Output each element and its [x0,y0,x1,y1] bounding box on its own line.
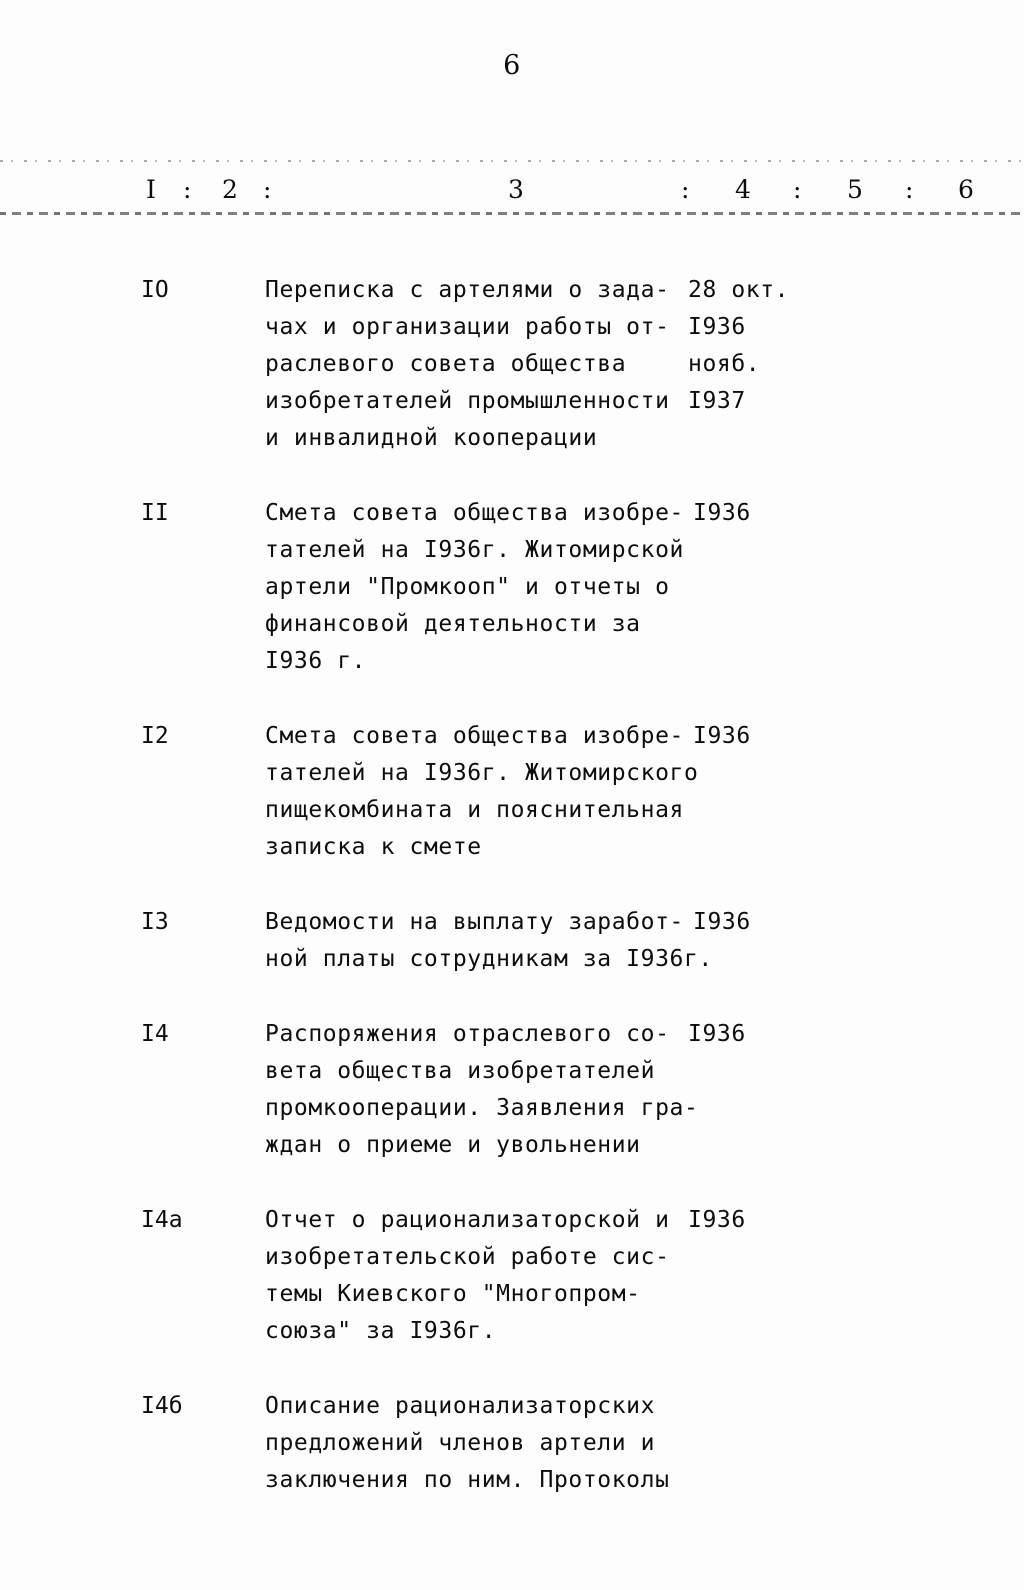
entry-title-text: тателей на I936г. Житомирской [265,537,684,563]
entry-text-line [265,383,965,420]
entry-title-text: ждан о приеме и увольнении [265,1132,641,1158]
entry-text-line [265,904,965,941]
entry-body [265,1202,965,1350]
entry-title-text: Переписка с артелями о зада- [265,277,670,303]
entry-text-line [265,1053,965,1090]
entry-title-text: Отчет о рационализаторской и [265,1207,670,1233]
entry-date-value: I936 [693,723,751,749]
entry-title-text: Ведомости на выплату заработ- [265,909,684,935]
entry-text-line [265,532,965,569]
column-header-6: 6 [958,175,974,204]
column-header-3: 3 [508,175,524,204]
entry-number: I4а [141,1207,183,1233]
inventory-entry [0,495,1024,680]
entry-text-line [265,755,965,792]
entry-text-line [265,309,965,346]
column-header-2: 2 [222,175,238,204]
entry-title-text: раслевого совета общества [265,351,627,377]
entry-text-line [265,1276,965,1313]
entry-body [265,495,965,680]
entry-text-line [265,1202,965,1239]
entry-text-line [265,1462,965,1499]
entry-number: I4 [141,1021,169,1047]
entry-title-text: промкооперации. Заявления гра- [265,1095,699,1121]
entry-title-text: Распоряжения отраслевого со- [265,1021,670,1047]
inventory-entry [0,1202,1024,1350]
inventory-entry [0,1016,1024,1164]
column-header-4: 4 [735,175,751,204]
inventory-entry [0,1388,1024,1499]
inventory-entry [0,718,1024,866]
entry-title-text: союза" за I936г. [265,1318,497,1344]
entry-text-line [265,606,965,643]
entry-title-text: финансовой деятельности за [265,611,641,637]
entry-number: I2 [141,723,169,749]
entry-body [265,1388,965,1499]
entry-number: I4б [141,1393,183,1419]
entry-title-text: записка к смете [265,834,482,860]
entry-date-value: I936 [693,500,751,526]
entry-date-value: I936 [688,1207,746,1233]
entry-title-text: заключения по ним. Протоколы [265,1467,670,1493]
entry-text-line [265,1090,965,1127]
header-rule-bottom [0,212,1024,215]
entry-date-value: I936 [693,909,751,935]
entry-title-text: ной платы сотрудникам за I936г. [265,946,713,972]
entry-body [265,272,965,457]
entry-date-value: I936 [688,1021,746,1047]
column-separator-2: : [681,175,690,204]
entry-number: II [141,500,169,526]
entry-text-line [265,718,965,755]
entry-date-value: I936 [688,314,746,340]
entry-text-line [265,829,965,866]
entry-title-text: пищекомбината и пояснительная [265,797,684,823]
entry-title-text: и инвалидной кооперации [265,425,598,451]
column-separator-0: : [183,175,192,204]
inventory-entry [0,904,1024,978]
inventory-entry [0,272,1024,457]
entry-text-line [265,1239,965,1276]
entry-title-text: Описание рационализаторских [265,1393,656,1419]
page-number: 6 [503,50,521,81]
entry-text-line [265,272,965,309]
entry-body [265,1016,965,1164]
entry-title-text: чах и организации работы от- [265,314,670,340]
entry-title-text: Смета совета общества изобре- [265,500,684,526]
entry-body [265,904,965,978]
entry-text-line [265,941,965,978]
entry-body [265,718,965,866]
entry-text-line [265,1425,965,1462]
entry-title-text: изобретателей промышленности [265,388,670,414]
column-separator-3: : [793,175,802,204]
entry-title-text: предложений членов артели и [265,1430,656,1456]
column-separator-4: : [905,175,914,204]
entry-text-line [265,495,965,532]
column-header-5: 5 [847,175,863,204]
entry-title-text: I936 г. [265,648,367,674]
entry-text-line [265,420,965,457]
entry-title-text: артели "Промкооп" и отчеты о [265,574,670,600]
header-rule-top [0,160,1024,162]
entry-date-value: нояб. [688,351,761,377]
entry-date-value: 28 окт. [688,277,790,303]
entry-title-text: Смета совета общества изобре- [265,723,684,749]
entry-number: IO [141,277,169,303]
entry-title-text: темы Киевского "Многопром- [265,1281,641,1307]
entry-text-line [265,1388,965,1425]
column-separator-1: : [263,175,272,204]
entry-text-line [265,346,965,383]
entry-title-text: тателей на I936г. Житомирского [265,760,699,786]
entry-title-text: изобретательской работе сис- [265,1244,670,1270]
entry-number: I3 [141,909,169,935]
entry-title-text: вета общества изобретателей [265,1058,656,1084]
entry-text-line [265,1127,965,1164]
entry-text-line [265,643,965,680]
entry-text-line [265,569,965,606]
column-header-I: I [146,175,156,204]
entry-text-line [265,1016,965,1053]
entry-date-value: I937 [688,388,746,414]
entry-text-line [265,1313,965,1350]
inventory-entry-list [0,272,1024,1537]
entry-text-line [265,792,965,829]
